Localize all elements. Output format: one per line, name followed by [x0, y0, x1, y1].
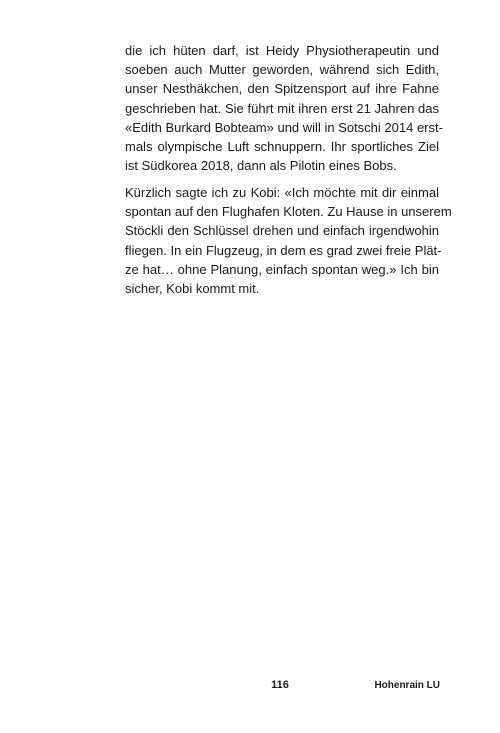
text-line: spontan auf den Flughafen Kloten. Zu Hause in unserem — [125, 204, 452, 220]
page-number: 116 — [271, 679, 289, 691]
text-line: ze hat… ohne Planung, einfach spontan weg.» Ich bin — [125, 261, 439, 277]
text-line: ist Südkorea 2018, dann als Pilotin eines Bobs. — [125, 158, 397, 174]
text-line: unser Nesthäkchen, den Spitzensport auf ihre Fahne — [125, 81, 439, 97]
text-line: die ich hüten darf, ist Heidy Physiotherapeutin und — [125, 43, 439, 58]
paragraph-2 — [125, 183, 452, 298]
text-line: Stöckli den Schlüssel drehen und einfach irgendwohin — [125, 223, 439, 239]
text-line: sicher, Kobi kommt mit. — [125, 281, 260, 297]
paragraph-1 — [125, 41, 443, 175]
text-line: fliegen. In ein Flugzeug, in dem es grad zwei freie Plät- — [125, 242, 442, 258]
text-line: Kürzlich sagte ich zu Kobi: «Ich möchte mit dir einmal — [125, 185, 439, 200]
text-line: «Edith Burkard Bobteam» und will in Sotschi 2014 erst- — [125, 119, 443, 135]
text-line: geschrieben hat. Sie führt mit ihren erst 21 Jahren das — [125, 100, 439, 116]
text-line: soeben auch Mutter geworden, während sich Edith, — [125, 62, 439, 78]
running-footer-location: Hohenrain LU — [374, 680, 440, 691]
text-line: mals olympische Luft schnuppern. Ihr sportliches Ziel — [125, 139, 439, 155]
